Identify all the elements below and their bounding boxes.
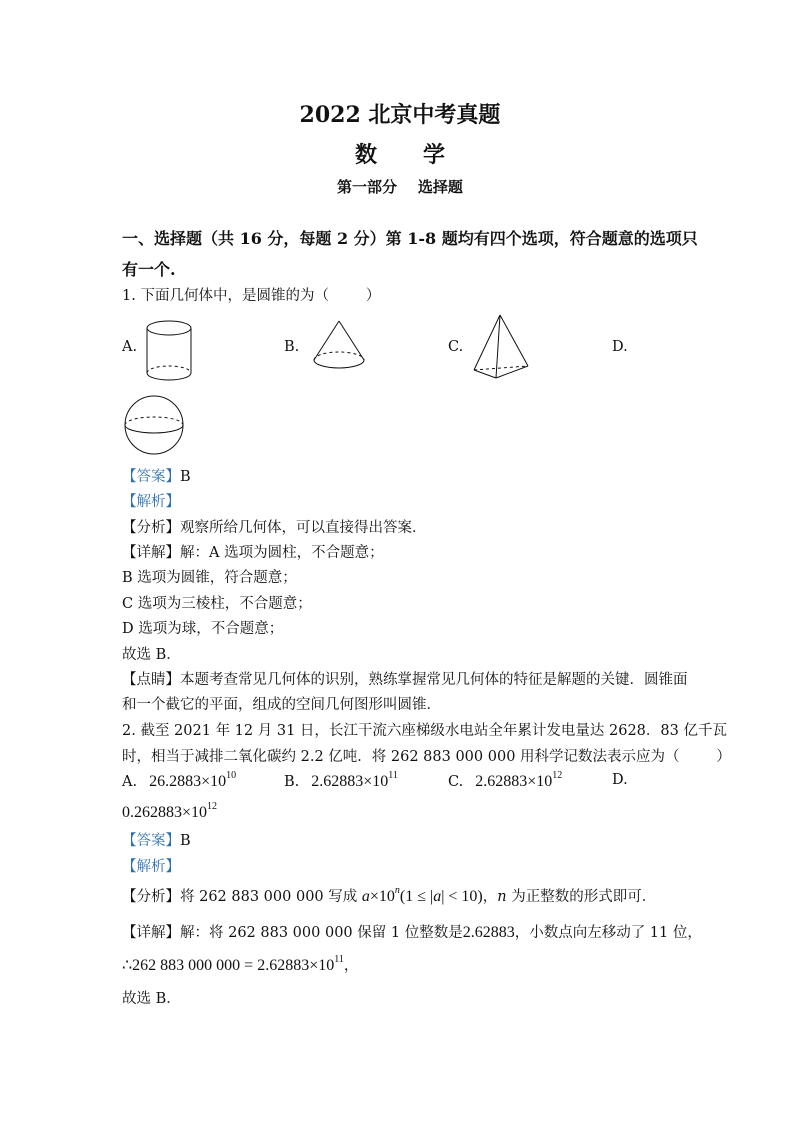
q2-conclusion: 故选 B．: [122, 991, 181, 1007]
option-label: A.: [122, 774, 138, 790]
page-title: 2022 北京中考真题: [299, 102, 501, 128]
fenxi-formula: $a\times 10^n(1 \le |a| < 10)$: [361, 885, 483, 905]
option-value: $26.2883\times 10^{10}$: [149, 770, 237, 790]
answer-value: B: [180, 833, 191, 849]
cone-figure: [310, 318, 370, 374]
option-label: C.: [448, 774, 464, 790]
q2-therefore-row: ∴262 883 000 $000 = 2.62883\times 10^{11}$，: [122, 954, 359, 974]
q1-line-c: C 选项为三棱柱，不合题意；: [122, 596, 312, 612]
q2-option-d-value: $0.262883\times 10^{12}$: [122, 801, 218, 821]
xiangjie-text: 解：A 选项为圆柱，不合题意；: [180, 545, 384, 561]
fenxi-text: 将 262 883 000 000 写成: [180, 889, 358, 905]
q2-option-b: [284, 770, 398, 791]
q1-dianjing-line2: 和一个截它的平面，组成的空间几何图形叫圆锥．: [122, 697, 441, 713]
q1-stem: 1. 下面几何体中，是圆锥的为（ ）: [122, 288, 381, 304]
answer-tag: 【答案】: [122, 469, 180, 485]
xiangjie-tag: 【详解】: [122, 545, 180, 561]
xiangjie-number: 2.62883: [462, 924, 515, 941]
q2-answer-row: [122, 829, 191, 850]
q2-option-d-label: D.: [612, 772, 628, 788]
q1-line-d: D 选项为球，不合题意；: [122, 621, 284, 637]
option-value: $2.62883\times 10^{11}$: [311, 770, 398, 790]
q2-fenxi-row: 【分析】将 262 883 000 000 写成 $a\times 10^n(1 \le |a| < 10)$，n 为正整数的形式即可．: [122, 885, 657, 905]
cylinder-figure: [142, 318, 202, 384]
q1-analysis-tag: 【解析】: [122, 494, 180, 510]
answer-tag: 【答案】: [122, 833, 180, 849]
fenxi-tag: 【分析】: [122, 889, 180, 905]
q2-option-c: [448, 770, 562, 791]
section-heading-line1: 一、选择题（共 16 分，每题 2 分）第 1-8 题均有四个选项，符合题意的选项只: [122, 229, 698, 248]
option-label: B.: [284, 774, 300, 790]
q1-option-d-label: D.: [612, 339, 628, 355]
q2-xiangjie-row: 【详解】解：将 262 883 000 000 保留 1 位整数是2.62883，小数点向左移动了 11 位，: [122, 924, 702, 941]
dianjing-tag: 【点睛】: [122, 672, 180, 688]
xiangjie-tag: 【详解】: [122, 925, 180, 941]
answer-value: B: [180, 469, 191, 485]
sphere-figure: [122, 394, 186, 458]
fenxi-text: 观察所给几何体，可以直接得出答案．: [180, 520, 427, 536]
part-title: 第一部分 选择题: [337, 178, 463, 196]
option-value: $2.62883\times 10^{12}$: [475, 770, 563, 790]
q1-line-b: B 选项为圆锥，符合题意；: [122, 570, 297, 586]
q1-xiangjie-row: [122, 541, 384, 562]
q1-conclusion: 故选 B．: [122, 647, 181, 663]
q1-fenxi-row: [122, 516, 427, 537]
q2-stem-line2: 时，相当于减排二氧化碳约 2.2 亿吨．将 262 883 000 000 用科学记数法表示应为（ ）: [122, 749, 731, 765]
q2-option-a: [122, 770, 236, 791]
q2-analysis-tag: 【解析】: [122, 859, 180, 875]
q1-option-b-label: B.: [284, 339, 300, 355]
pyramid-figure: [470, 312, 532, 382]
q2-stem-line1: 2. 截至 2021 年 12 月 31 日，长江干流六座梯级水电站全年累计发电量达 2628．83 亿千瓦: [122, 723, 727, 739]
dianjing-text: 本题考查常见几何体的识别，熟练掌握常见几何体的特征是解题的关键．圆锥面: [180, 672, 688, 688]
section-heading-line2: 有一个.: [122, 260, 176, 279]
q1-dianjing-row: [122, 668, 688, 689]
q1-option-c-label: C.: [448, 339, 464, 355]
subject-title: 数 学: [355, 142, 445, 168]
fenxi-tag: 【分析】: [122, 520, 180, 536]
q1-answer-row: [122, 465, 191, 486]
q1-option-a-label: A.: [122, 339, 138, 355]
xiangjie-text: 解：将 262 883 000 000 保留 1 位整数是: [180, 925, 463, 941]
